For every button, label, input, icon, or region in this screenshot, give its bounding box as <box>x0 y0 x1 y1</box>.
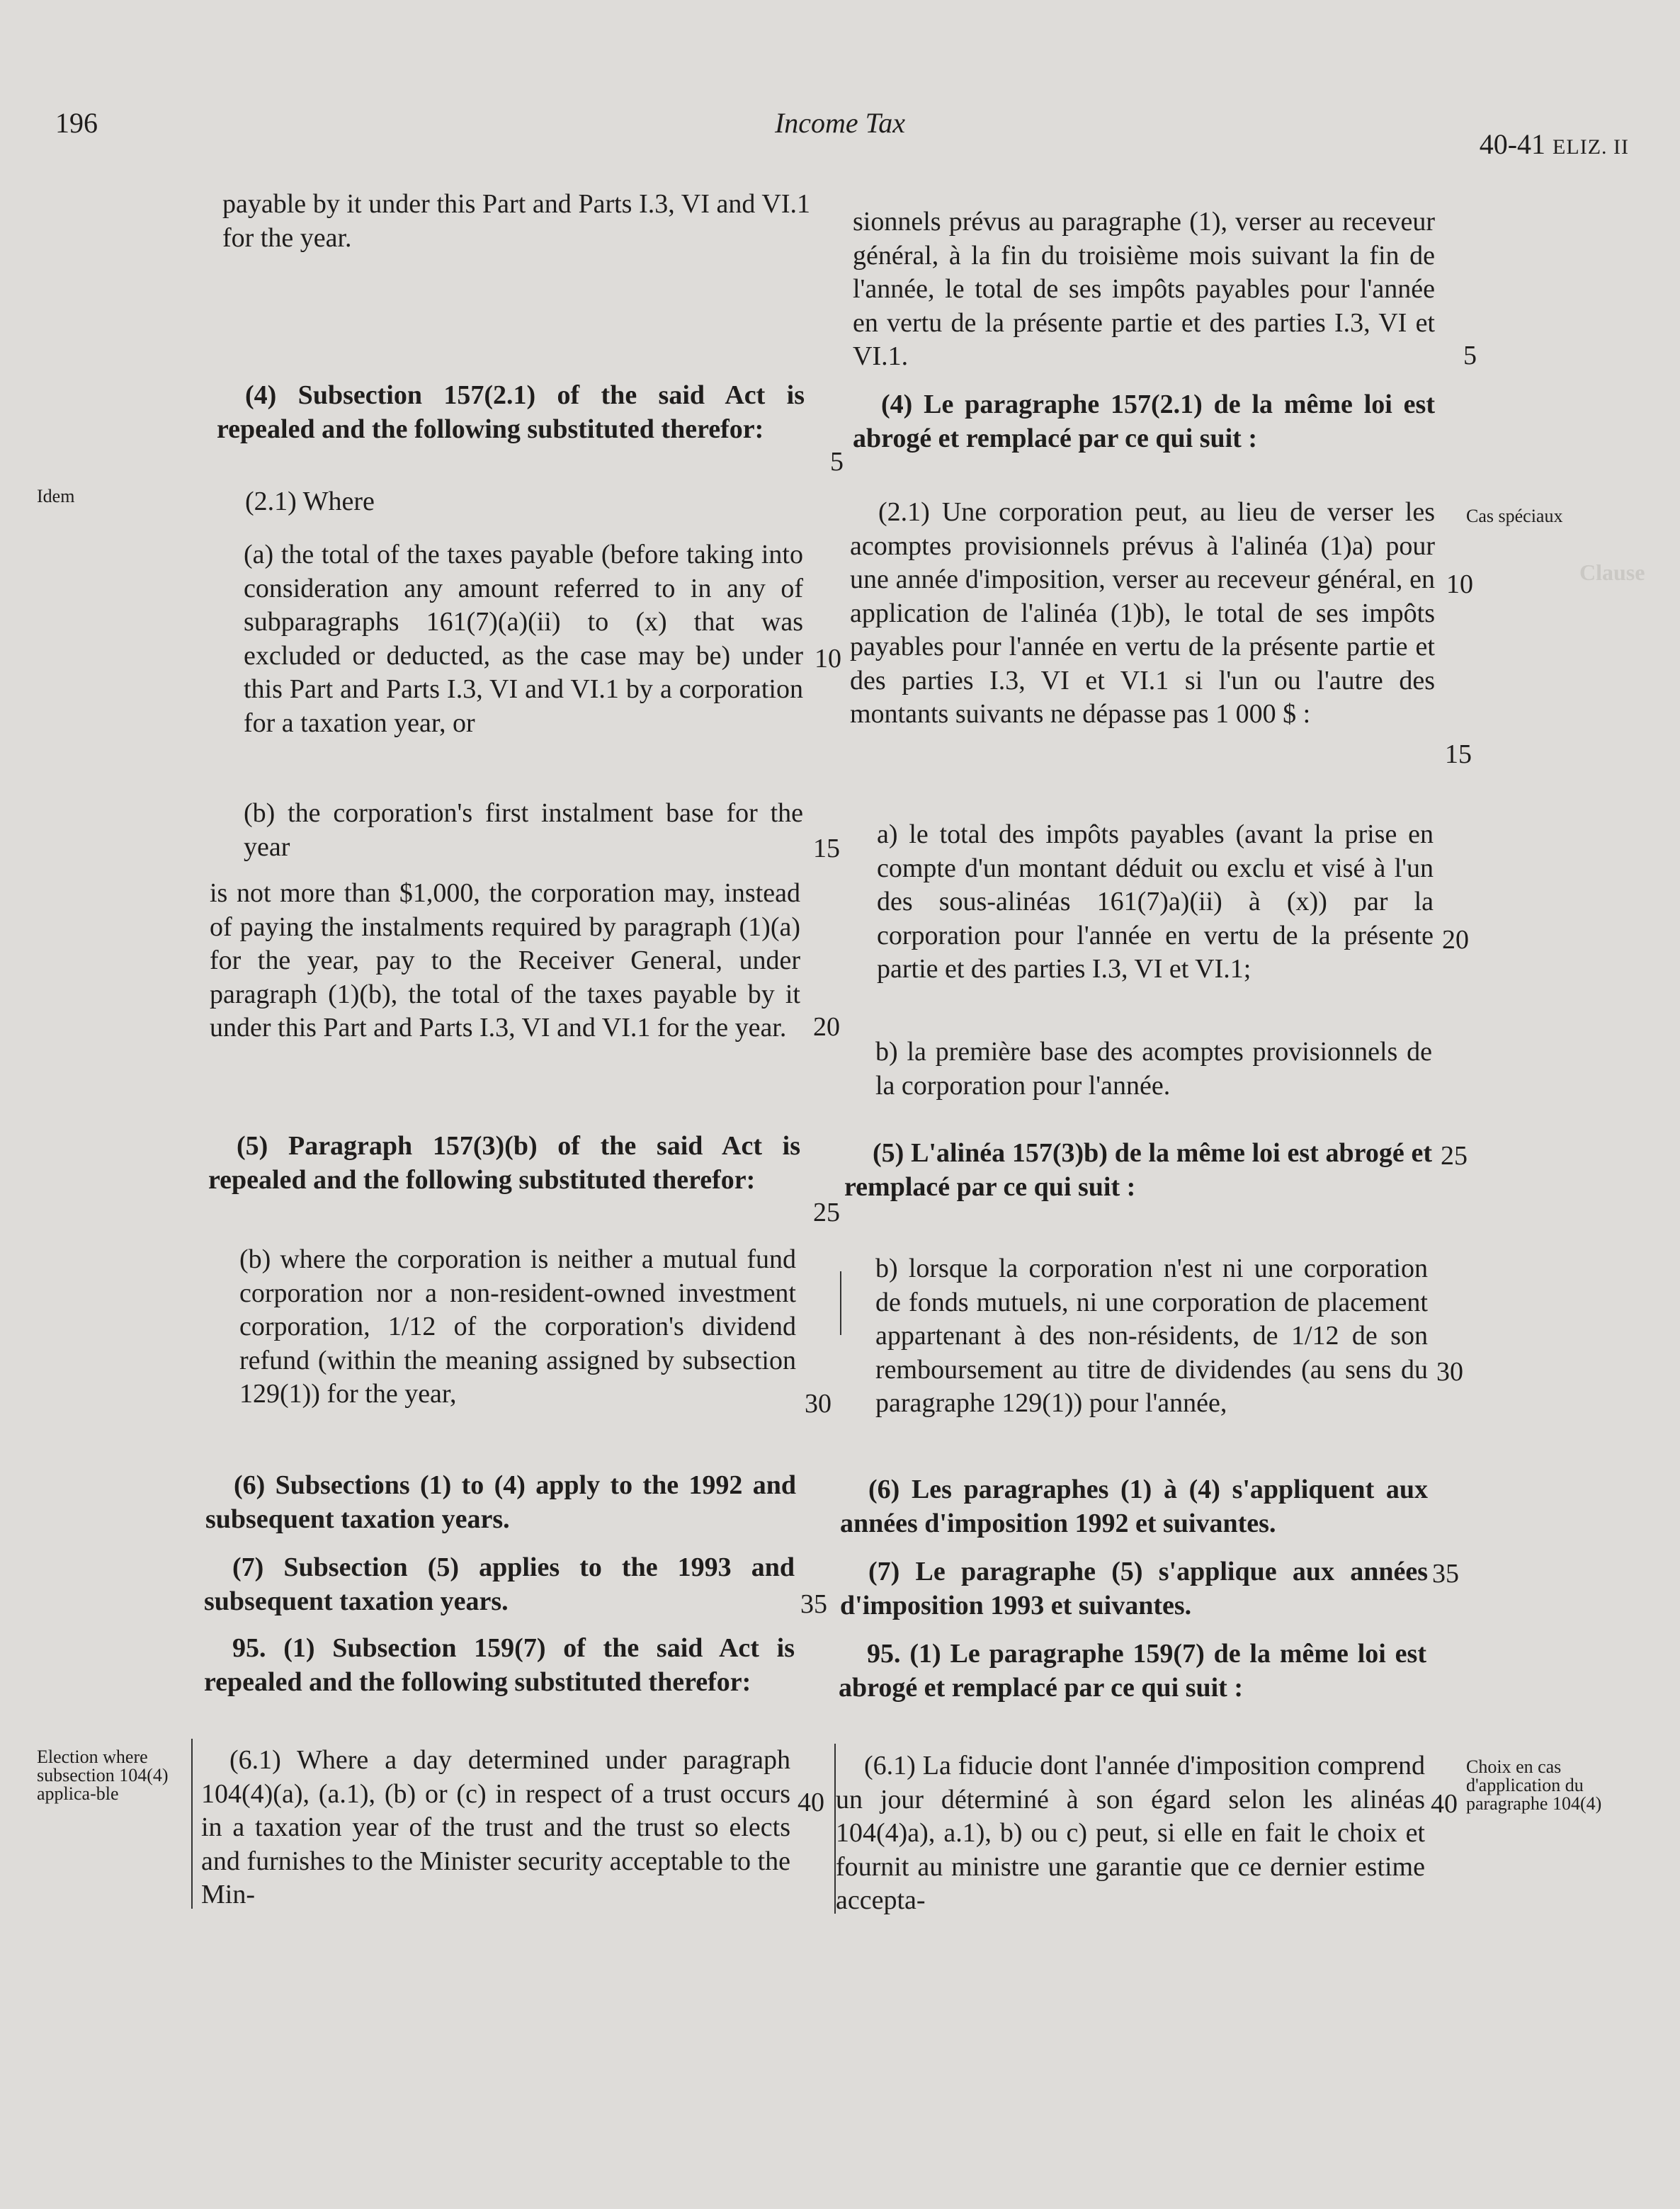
fr-para-b: b) la première base des acomptes provisionnels de la corporation pour l'année. <box>875 1037 1432 1101</box>
margin-note-cas-speciaux: Cas spéciaux <box>1466 506 1563 526</box>
margin-note-choix: Choix en cas d'application du paragraphe 104(4) <box>1466 1756 1602 1814</box>
change-bar <box>840 1271 841 1335</box>
fr-heading-5: (5) L'alinéa 157(3)b) de la même loi est abrogé et remplacé par ce qui suit : <box>844 1138 1432 1202</box>
change-bar <box>191 1739 193 1909</box>
en-tail: is not more than $1,000, the corporation may, instead of paying the instalments required by paragraph (1)(a) for the year, pay to the Receiver General, under paragraph (1)(b), the total of the taxes payable by it under this Part and Parts I.3, VI and VI.1 for the year. <box>210 878 800 1043</box>
page-number: 196 <box>55 107 98 139</box>
fr-para-b5: b) lorsque la corporation n'est ni une corporation de fonds mutuels, ni une corporation de placement appartenant à des non-résidents, de 1/12 de son remboursement au titre de dividendes (au sens du paragraphe 129(1)) pour l'année, <box>875 1254 1428 1418</box>
margin-note-election: Election where subsection 104(4) applica-ble <box>37 1747 169 1804</box>
line-number: 10 <box>1446 569 1473 599</box>
fr-continuation: sionnels prévus au paragraphe (1), verser au receveur général, à la fin du troisième mois suivant la fin de l'année, le total de ses impôts payables pour l'année en vertu de la présente partie et des parties I.3, VI et VI.1. <box>853 207 1435 371</box>
en-para-b: (b) the corporation's first instalment base for the year <box>244 798 803 862</box>
fr-heading-4: (4) Le paragraphe 157(2.1) de la même loi est abrogé et remplacé par ce qui suit : <box>853 390 1435 453</box>
fr-subsection-2-1: (2.1) Une corporation peut, au lieu de verser les acomptes provisionnels prévus à l'alinéa (1)a) pour une année d'imposition, verser au receveur général, en application de l'alinéa (1)b), le total de ses impôts payables pour l'année en vertu de la présente partie et des parties I.3, VI et VI.1 si l'un ou l'autre des montants suivants ne dépasse pas 1 000 $ : <box>850 497 1435 729</box>
show-through-text: Clause <box>1579 560 1645 585</box>
line-number: 35 <box>1432 1559 1459 1589</box>
en-heading-95: 95. (1) Subsection 159(7) of the said Act is repealed and the following substituted therefor: <box>204 1633 795 1697</box>
change-bar <box>834 1744 836 1914</box>
session-regnal: ELIZ. II <box>1553 135 1629 159</box>
line-number: 25 <box>1441 1141 1468 1171</box>
en-subsection-2-1: (2.1) Where <box>245 487 375 516</box>
en-para-b5: (b) where the corporation is neither a mutual fund corporation nor a non-resident-owned investment corporation, 1/12 of the corporation's dividend refund (within the meaning assigned by subsection 129(1)) for the year, <box>239 1244 796 1409</box>
line-number: 15 <box>813 834 840 863</box>
en-heading-4: (4) Subsection 157(2.1) of the said Act is repealed and the following substituted therefor: <box>217 380 805 444</box>
en-heading-5: (5) Paragraph 157(3)(b) of the said Act is repealed and the following substituted therefor: <box>208 1131 800 1195</box>
line-number: 10 <box>815 644 841 674</box>
line-number: 40 <box>798 1788 824 1817</box>
fr-heading-95: 95. (1) Le paragraphe 159(7) de la même loi est abrogé et remplacé par ce qui suit : <box>839 1639 1426 1703</box>
line-number: 35 <box>800 1589 827 1619</box>
fr-heading-7: (7) Le paragraphe (5) s'applique aux années d'imposition 1993 et suivantes. <box>840 1557 1428 1620</box>
fr-heading-6: (6) Les paragraphes (1) à (4) s'appliquent aux années d'imposition 1992 et suivantes. <box>840 1475 1428 1538</box>
line-number: 30 <box>805 1389 832 1419</box>
en-heading-7: (7) Subsection (5) applies to the 1993 and subsequent taxation years. <box>204 1552 795 1616</box>
line-number: 15 <box>1445 739 1472 769</box>
line-number: 5 <box>830 447 844 477</box>
line-number: 20 <box>813 1012 840 1042</box>
line-number: 5 <box>1463 341 1477 370</box>
page-title: Income Tax <box>774 107 906 139</box>
line-number: 30 <box>1436 1357 1463 1387</box>
margin-note-idem: Idem <box>37 486 75 506</box>
line-number: 25 <box>813 1198 840 1227</box>
en-continuation: payable by it under this Part and Parts I.3, VI and VI.1 for the year. <box>222 189 810 253</box>
session-label <box>1480 127 1629 161</box>
en-para-a: (a) the total of the taxes payable (before taking into consideration any amount referred to in any of subparagraphs 161(7)(a)(ii) to (x) that was excluded or deducted, as the case may be) under this Part and Parts I.3, VI and VI.1 by a corporation for a taxation year, or <box>244 540 803 738</box>
fr-subsection-6-1: (6.1) La fiducie dont l'année d'imposition comprend un jour déterminé à son égard selon les alinéas 104(4)a), a.1), b) ou c) peut, si elle en fait le choix et fournit au ministre une garantie que ce dernier estime accepta- <box>836 1751 1425 1915</box>
en-subsection-6-1: (6.1) Where a day determined under paragraph 104(4)(a), (a.1), (b) or (c) in respect of a trust occurs in a taxation year of the trust and the trust so elects and furnishes to the Minister security acceptable to the Min- <box>201 1745 790 1909</box>
session-prefix: 40-41 <box>1479 128 1553 160</box>
line-number: 20 <box>1442 925 1469 955</box>
en-heading-6: (6) Subsections (1) to (4) apply to the 1992 and subsequent taxation years. <box>205 1470 796 1534</box>
fr-para-a: a) le total des impôts payables (avant la prise en compte d'un montant déduit ou exclu et visé à l'un des sous-alinéas 161(7)a)(ii) à (x)) par la corporation pour l'année en vertu de la présente partie et des parties I.3, VI et VI.1; <box>877 819 1434 984</box>
line-number: 40 <box>1431 1789 1458 1819</box>
